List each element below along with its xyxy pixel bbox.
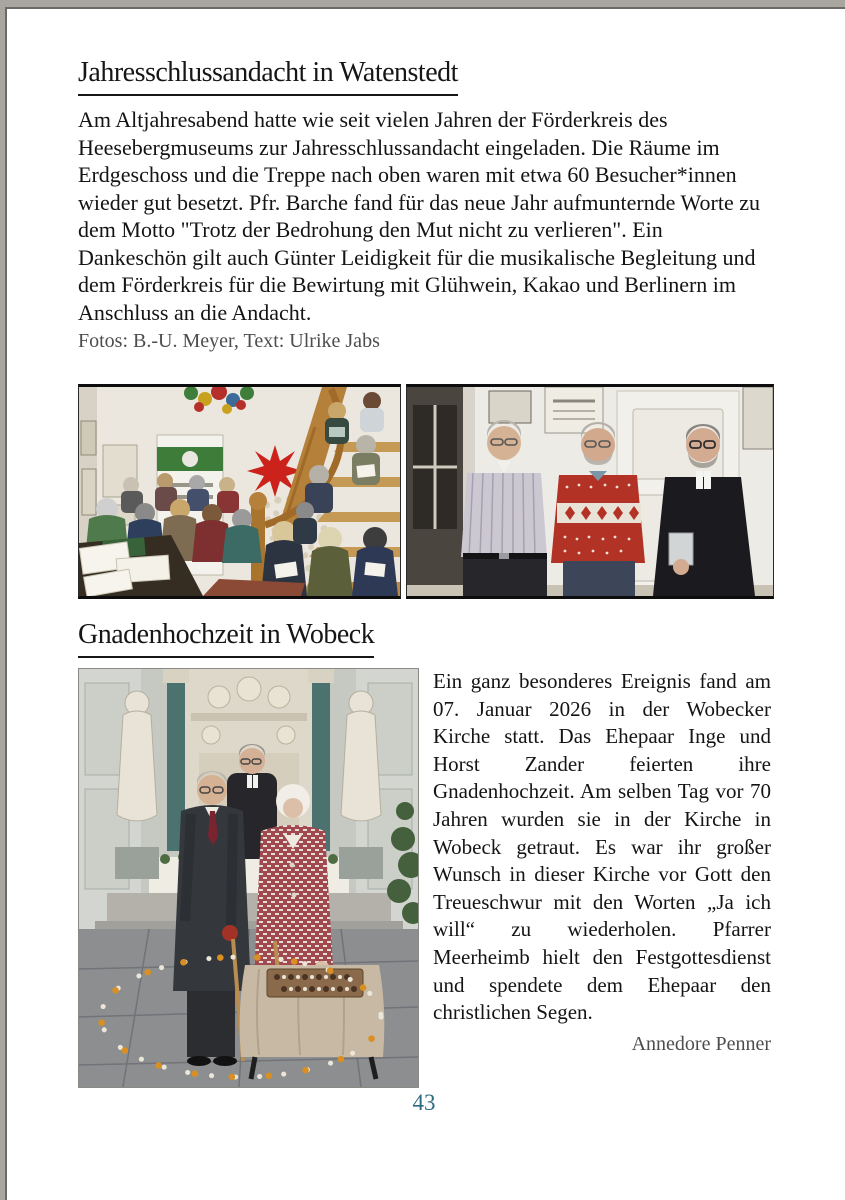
congregation-photo-frame [78,384,401,599]
anniversary-couple-in-church-photo [79,669,418,1087]
three-men-pastors-photo [407,387,773,596]
page-number: 43 [412,1090,436,1115]
page-top-border [5,7,845,9]
page-left-border [5,7,7,1200]
scan-top-edge [0,0,845,7]
article2-signature: Annedore Penner [631,1032,771,1055]
article1-photo-row [78,384,770,599]
statue-pedestal-left [115,847,159,879]
article2-body: Ein ganz besonderes Ereignis fand am 07. Januar 2026 in der Wobecker Kirche statt. Das Ehepaar Inge und Horst Zander feierten ihre Gnadenhochzeit. Am selben Tag vor 70 Jahren wurden sie in der Kirche in Wobeck getraut. Es war ihr großer Wunsch in dieser Kirche vor Gott den Treueschwur mit den Worten „Ja ich will“ zu wiederholen. Pfarrer Meerheimb hielt den Festgottesdienst und spendete dem Ehepaar den christlichen Segen. [433,669,771,1025]
pastors-photo-frame [406,384,774,599]
article2-column [433,668,771,1058]
congregation-on-stairs-photo [79,387,400,596]
anniversary-photo-frame [78,668,419,1088]
article2-title: Gnadenhochzeit in Wobeck [78,618,374,658]
article1-credits: Fotos: B.-U. Meyer, Text: Ulrike Jabs [78,330,380,352]
statue-pedestal-right [339,847,383,879]
article1-title: Jahresschlussandacht in Watenstedt [78,56,458,96]
article1-body: Am Altjahresabend hatte wie seit vielen Jahren der Förderkreis des Heesebergmuseums zur Jahresschlussandacht eingeladen. Die Räume im Erdgeschoss und die Treppe nach oben waren mit etwa 60 Besucher*innen wieder gut besetzt. Pfr. Barche fand für das neue Jahr aufmunternde Worte zu dem Motto "Trotz der Bedrohung den Mut nicht zu verlieren". Ein Dankeschön gilt auch Günter Leidigkeit für die musikalische Begleitung und dem Förderkreis für die Bewirtung mit Glühwein, Kakao und Berlinern im Anschluss an die Andacht. [78,107,761,325]
altar-steps [107,893,391,921]
